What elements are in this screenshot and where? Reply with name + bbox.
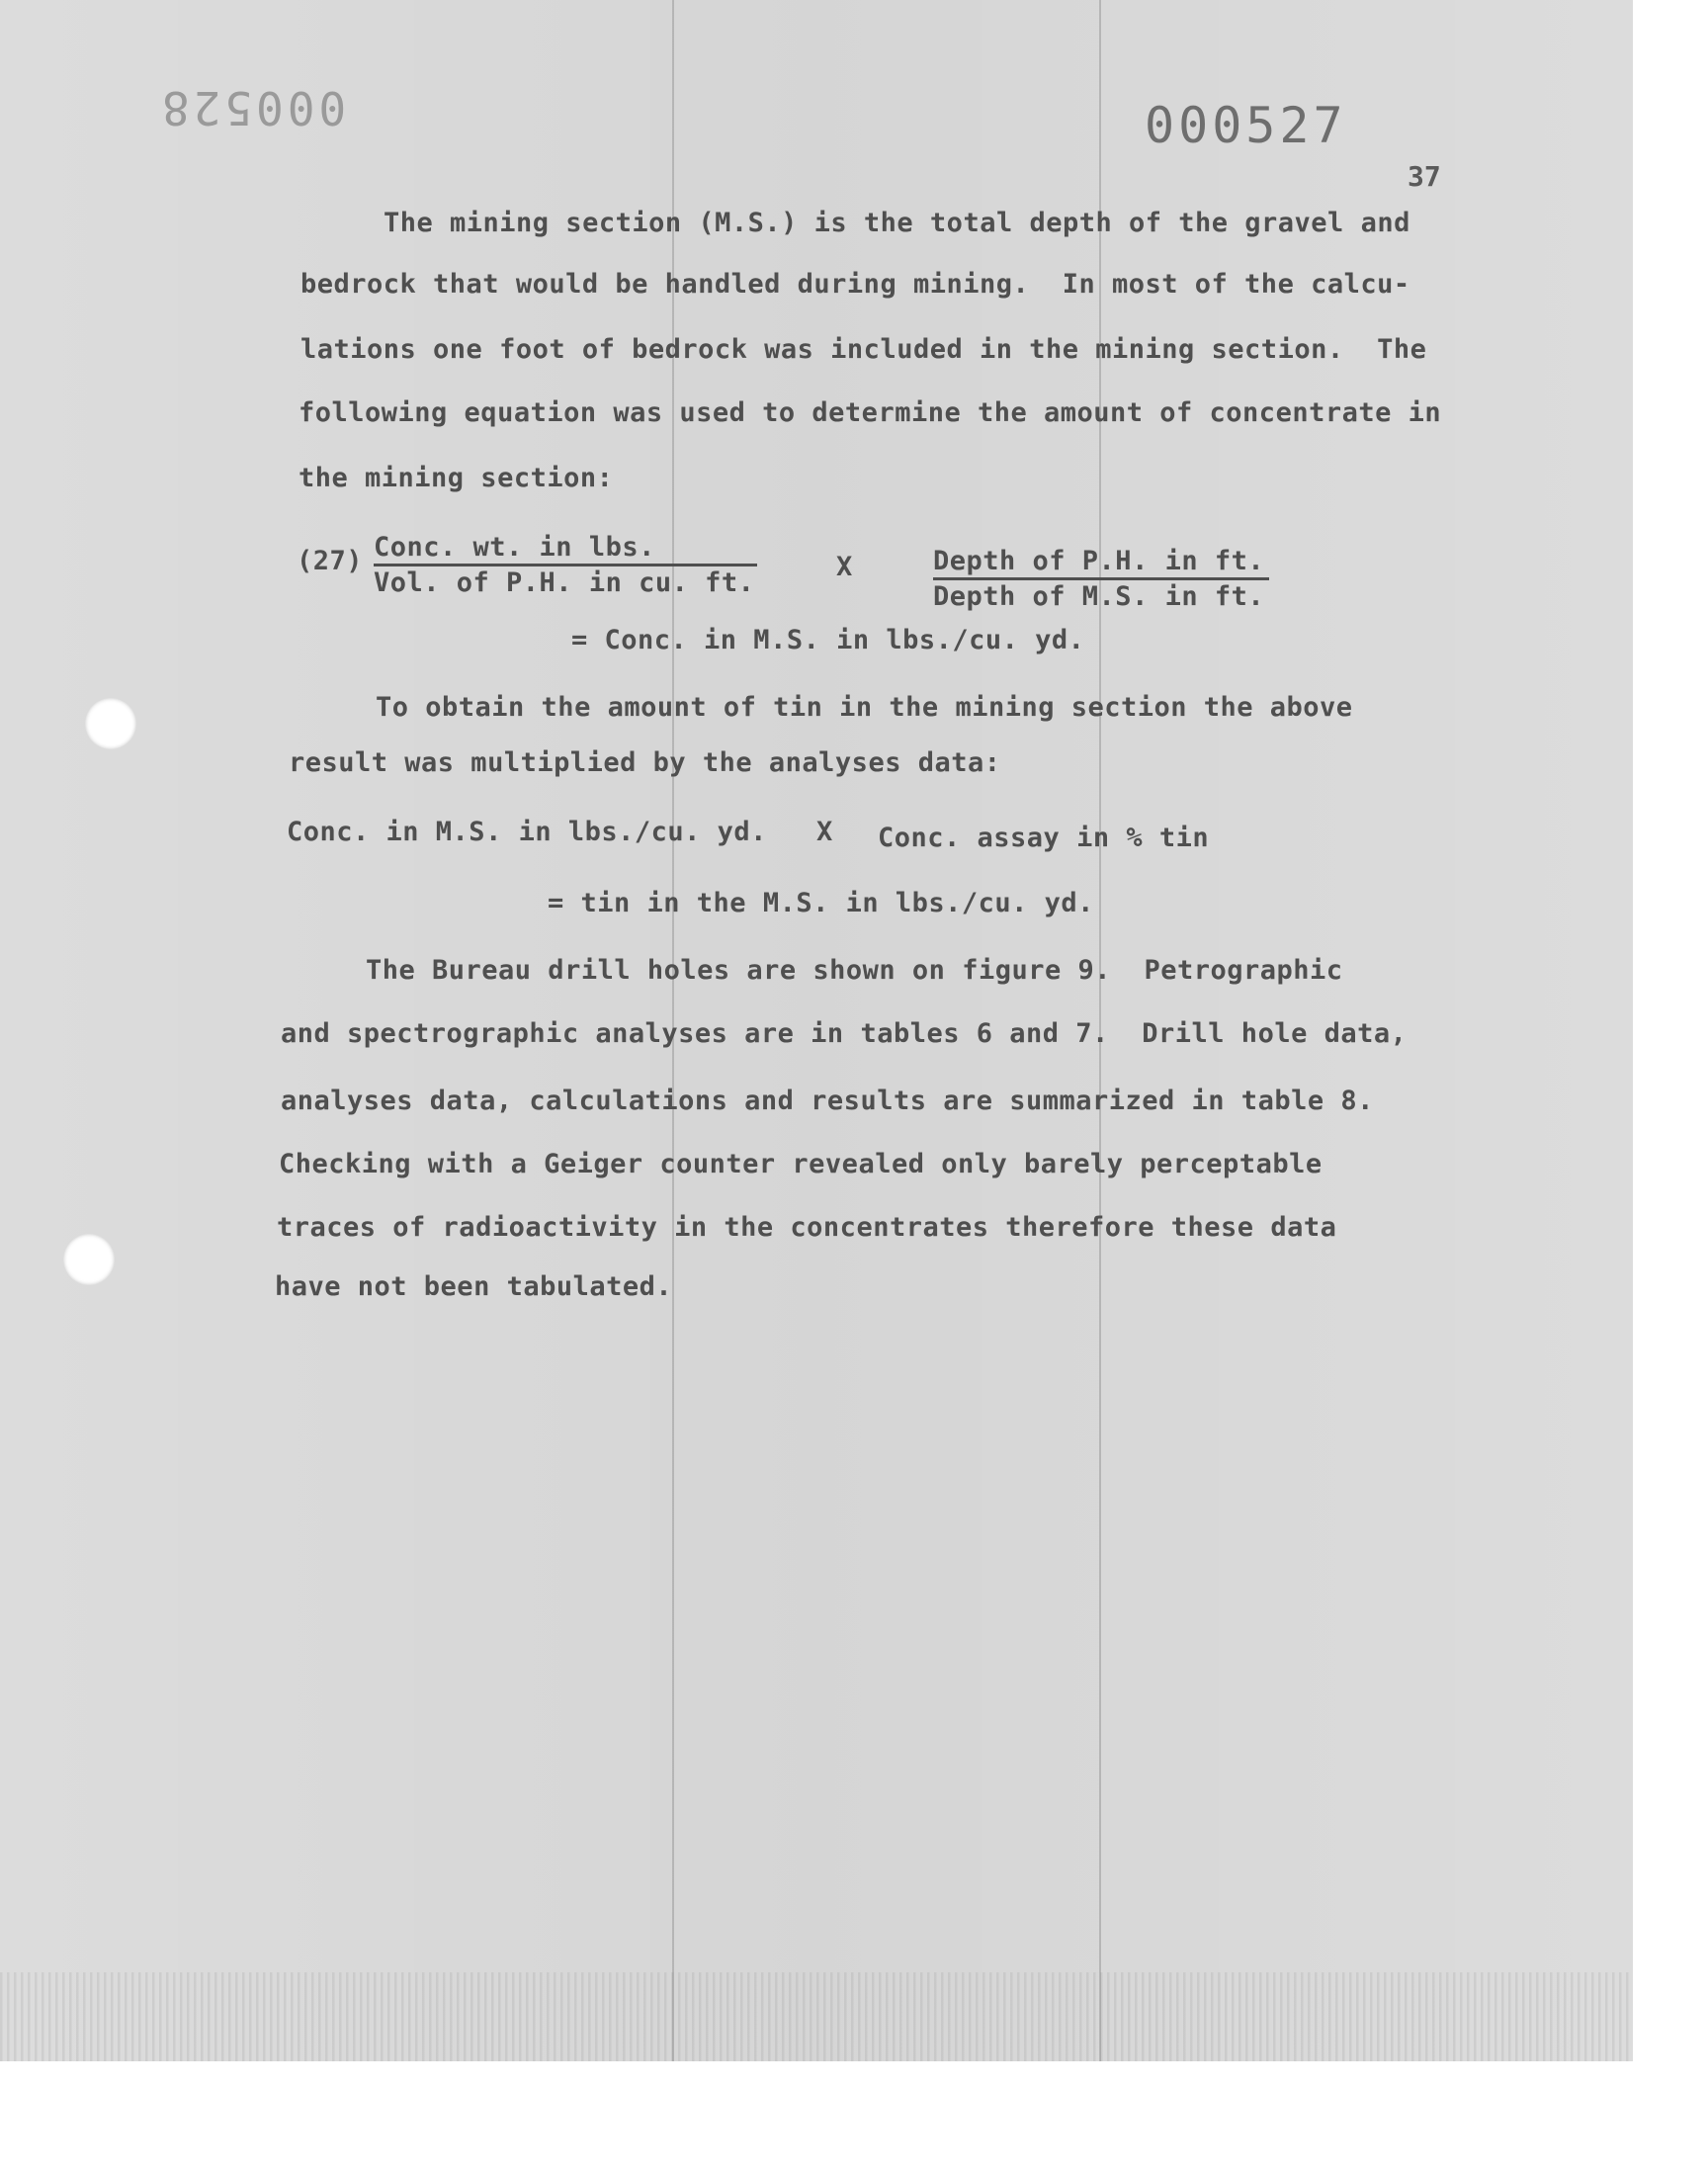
paragraph-line: result was multiplied by the analyses data: xyxy=(289,747,1001,778)
paragraph-line: The Bureau drill holes are shown on figure 9. Petrographic xyxy=(366,955,1343,986)
scan-streaks xyxy=(0,1972,1633,2061)
paragraph-line: analyses data, calculations and results are summarized in table 8. xyxy=(281,1086,1374,1116)
left-denominator: Vol. of P.H. in cu. ft. xyxy=(374,567,755,598)
paragraph-line: bedrock that would be handled during mining. In most of the calcu- xyxy=(300,269,1410,300)
paragraph-line: the mining section: xyxy=(299,463,614,493)
mirrored-stamp-number: 000528 xyxy=(158,81,347,134)
punch-hole xyxy=(63,1234,115,1285)
equation-result: = Conc. in M.S. in lbs./cu. yd. xyxy=(571,625,1085,655)
paragraph-line: lations one foot of bedrock was included in the mining section. The xyxy=(300,334,1427,365)
page-number: 37 xyxy=(1408,160,1441,193)
paragraph-line: and spectrographic analyses are in tables 6 and 7. Drill hole data, xyxy=(281,1018,1408,1049)
equation-left: Conc. in M.S. in lbs./cu. yd. xyxy=(287,817,767,847)
paragraph-line: The mining section (M.S.) is the total depth of the gravel and xyxy=(384,208,1410,238)
punch-hole xyxy=(85,698,136,749)
fraction-bar xyxy=(933,577,1269,580)
paragraph-line: have not been tabulated. xyxy=(275,1271,673,1302)
right-denominator: Depth of M.S. in ft. xyxy=(933,581,1265,612)
equation-number: (27) xyxy=(297,546,364,576)
right-numerator: Depth of P.H. in ft. xyxy=(933,546,1265,576)
paragraph-line: following equation was used to determine the amount of concentrate in xyxy=(299,397,1442,428)
paragraph-line: To obtain the amount of tin in the mining section the above xyxy=(376,692,1353,723)
stamp-number: 000527 xyxy=(1145,97,1347,154)
equation-right: Conc. assay in % tin xyxy=(878,823,1210,853)
multiply-operator: X xyxy=(816,817,833,847)
multiply-operator: X xyxy=(836,552,853,582)
paragraph-line: traces of radioactivity in the concentrates therefore these data xyxy=(277,1212,1337,1243)
fraction-bar xyxy=(374,564,757,566)
left-numerator: Conc. wt. in lbs. xyxy=(374,532,655,563)
equation-result: = tin in the M.S. in lbs./cu. yd. xyxy=(548,888,1094,918)
paragraph-line: Checking with a Geiger counter revealed only barely perceptable xyxy=(279,1149,1323,1179)
